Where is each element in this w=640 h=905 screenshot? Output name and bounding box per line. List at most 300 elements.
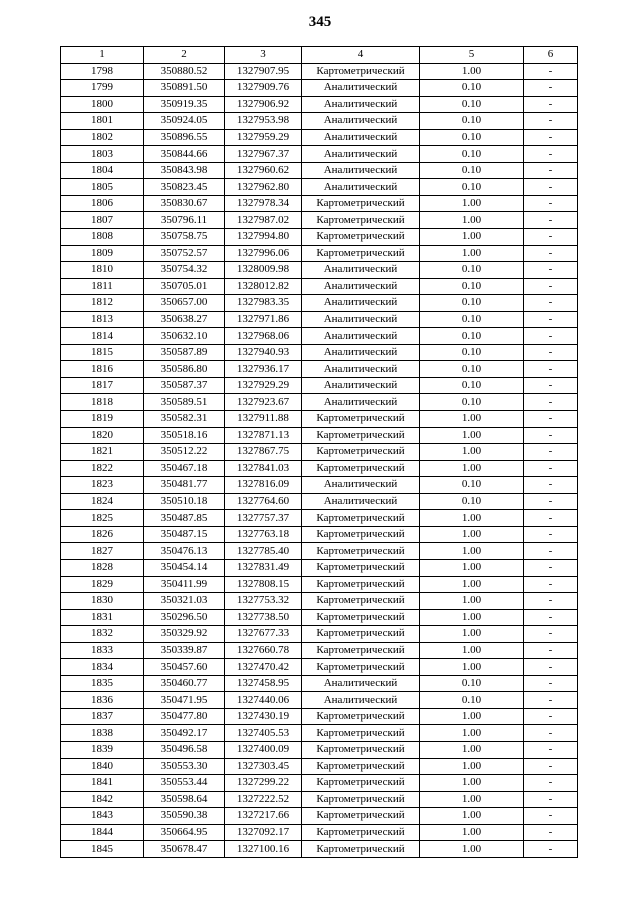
point-number-cell: 1828 <box>61 559 144 576</box>
y-coordinate-cell: 1327960.62 <box>225 162 302 179</box>
method-cell: Картометрический <box>302 741 420 758</box>
accuracy-cell: 0.10 <box>420 262 524 279</box>
point-number-cell: 1814 <box>61 328 144 345</box>
table-row <box>61 179 578 196</box>
table-row <box>61 460 578 477</box>
note-cell: - <box>524 311 578 328</box>
x-coordinate-cell: 350843.98 <box>144 162 225 179</box>
note-cell: - <box>524 758 578 775</box>
method-cell: Аналитический <box>302 311 420 328</box>
accuracy-cell: 1.00 <box>420 791 524 808</box>
y-coordinate-cell: 1327222.52 <box>225 791 302 808</box>
note-cell: - <box>524 162 578 179</box>
x-coordinate-cell: 350457.60 <box>144 659 225 676</box>
y-coordinate-cell: 1327831.49 <box>225 559 302 576</box>
table-row <box>61 725 578 742</box>
method-cell: Картометрический <box>302 63 420 80</box>
table-row <box>61 559 578 576</box>
point-number-cell: 1843 <box>61 808 144 825</box>
x-coordinate-cell: 350586.80 <box>144 361 225 378</box>
x-coordinate-cell: 350880.52 <box>144 63 225 80</box>
table-row <box>61 824 578 841</box>
x-coordinate-cell: 350924.05 <box>144 113 225 130</box>
method-cell: Картометрический <box>302 444 420 461</box>
y-coordinate-cell: 1327753.32 <box>225 593 302 610</box>
point-number-cell: 1804 <box>61 162 144 179</box>
point-number-cell: 1819 <box>61 411 144 428</box>
point-number-cell: 1823 <box>61 477 144 494</box>
method-cell: Картометрический <box>302 725 420 742</box>
note-cell: - <box>524 96 578 113</box>
table-row <box>61 162 578 179</box>
point-number-cell: 1811 <box>61 278 144 295</box>
point-number-cell: 1821 <box>61 444 144 461</box>
table-row <box>61 493 578 510</box>
x-coordinate-cell: 350476.13 <box>144 543 225 560</box>
accuracy-cell: 0.10 <box>420 146 524 163</box>
y-coordinate-cell: 1327929.29 <box>225 377 302 394</box>
y-coordinate-cell: 1327936.17 <box>225 361 302 378</box>
method-cell: Картометрический <box>302 245 420 262</box>
method-cell: Картометрический <box>302 808 420 825</box>
table-row <box>61 146 578 163</box>
y-coordinate-cell: 1327971.86 <box>225 311 302 328</box>
point-number-cell: 1803 <box>61 146 144 163</box>
x-coordinate-cell: 350477.80 <box>144 708 225 725</box>
table-row <box>61 113 578 130</box>
y-coordinate-cell: 1327996.06 <box>225 245 302 262</box>
y-coordinate-cell: 1327100.16 <box>225 841 302 858</box>
point-number-cell: 1831 <box>61 609 144 626</box>
point-number-cell: 1829 <box>61 576 144 593</box>
table-row <box>61 262 578 279</box>
method-cell: Аналитический <box>302 692 420 709</box>
x-coordinate-cell: 350471.95 <box>144 692 225 709</box>
x-coordinate-cell: 350454.14 <box>144 559 225 576</box>
point-number-cell: 1807 <box>61 212 144 229</box>
method-cell: Аналитический <box>302 129 420 146</box>
table-row <box>61 229 578 246</box>
note-cell: - <box>524 460 578 477</box>
accuracy-cell: 1.00 <box>420 576 524 593</box>
note-cell: - <box>524 493 578 510</box>
y-coordinate-cell: 1327871.13 <box>225 427 302 444</box>
x-coordinate-cell: 350553.30 <box>144 758 225 775</box>
point-number-cell: 1841 <box>61 775 144 792</box>
point-number-cell: 1798 <box>61 63 144 80</box>
method-cell: Картометрический <box>302 576 420 593</box>
note-cell: - <box>524 295 578 312</box>
table-row <box>61 361 578 378</box>
note-cell: - <box>524 593 578 610</box>
y-coordinate-cell: 1327808.15 <box>225 576 302 593</box>
table-row <box>61 708 578 725</box>
x-coordinate-cell: 350632.10 <box>144 328 225 345</box>
y-coordinate-cell: 1327987.02 <box>225 212 302 229</box>
x-coordinate-cell: 350705.01 <box>144 278 225 295</box>
y-coordinate-cell: 1327816.09 <box>225 477 302 494</box>
y-coordinate-cell: 1327994.80 <box>225 229 302 246</box>
point-number-cell: 1820 <box>61 427 144 444</box>
point-number-cell: 1816 <box>61 361 144 378</box>
accuracy-cell: 1.00 <box>420 411 524 428</box>
method-cell: Картометрический <box>302 195 420 212</box>
note-cell: - <box>524 708 578 725</box>
accuracy-cell: 1.00 <box>420 659 524 676</box>
note-cell: - <box>524 212 578 229</box>
table-row <box>61 642 578 659</box>
note-cell: - <box>524 841 578 858</box>
method-cell: Аналитический <box>302 361 420 378</box>
table-row <box>61 758 578 775</box>
table-row <box>61 692 578 709</box>
point-number-cell: 1815 <box>61 344 144 361</box>
x-coordinate-cell: 350339.87 <box>144 642 225 659</box>
note-cell: - <box>524 659 578 676</box>
table-row <box>61 675 578 692</box>
method-cell: Картометрический <box>302 609 420 626</box>
x-coordinate-cell: 350296.50 <box>144 609 225 626</box>
x-coordinate-cell: 350492.17 <box>144 725 225 742</box>
accuracy-cell: 0.10 <box>420 129 524 146</box>
table-row <box>61 808 578 825</box>
note-cell: - <box>524 278 578 295</box>
x-coordinate-cell: 350891.50 <box>144 80 225 97</box>
method-cell: Картометрический <box>302 411 420 428</box>
x-coordinate-cell: 350329.92 <box>144 626 225 643</box>
x-coordinate-cell: 350582.31 <box>144 411 225 428</box>
method-cell: Аналитический <box>302 278 420 295</box>
note-cell: - <box>524 361 578 378</box>
y-coordinate-cell: 1327953.98 <box>225 113 302 130</box>
y-coordinate-cell: 1327978.34 <box>225 195 302 212</box>
table-row <box>61 741 578 758</box>
x-coordinate-cell: 350657.00 <box>144 295 225 312</box>
coordinates-table <box>60 46 578 858</box>
y-coordinate-cell: 1327677.33 <box>225 626 302 643</box>
note-cell: - <box>524 692 578 709</box>
note-cell: - <box>524 741 578 758</box>
accuracy-cell: 1.00 <box>420 708 524 725</box>
table-row <box>61 543 578 560</box>
accuracy-cell: 1.00 <box>420 642 524 659</box>
y-coordinate-cell: 1327983.35 <box>225 295 302 312</box>
accuracy-cell: 1.00 <box>420 758 524 775</box>
table-row <box>61 295 578 312</box>
point-number-cell: 1839 <box>61 741 144 758</box>
x-coordinate-cell: 350598.64 <box>144 791 225 808</box>
point-number-cell: 1845 <box>61 841 144 858</box>
y-coordinate-cell: 1327303.45 <box>225 758 302 775</box>
method-cell: Картометрический <box>302 791 420 808</box>
note-cell: - <box>524 791 578 808</box>
point-number-cell: 1825 <box>61 510 144 527</box>
y-coordinate-cell: 1327940.93 <box>225 344 302 361</box>
x-coordinate-cell: 350487.15 <box>144 526 225 543</box>
y-coordinate-cell: 1327660.78 <box>225 642 302 659</box>
note-cell: - <box>524 344 578 361</box>
table-row <box>61 278 578 295</box>
method-cell: Картометрический <box>302 212 420 229</box>
x-coordinate-cell: 350496.58 <box>144 741 225 758</box>
accuracy-cell: 1.00 <box>420 460 524 477</box>
accuracy-cell: 1.00 <box>420 229 524 246</box>
accuracy-cell: 0.10 <box>420 96 524 113</box>
point-number-cell: 1813 <box>61 311 144 328</box>
x-coordinate-cell: 350460.77 <box>144 675 225 692</box>
note-cell: - <box>524 229 578 246</box>
accuracy-cell: 1.00 <box>420 195 524 212</box>
x-coordinate-cell: 350587.37 <box>144 377 225 394</box>
x-coordinate-cell: 350481.77 <box>144 477 225 494</box>
method-cell: Аналитический <box>302 262 420 279</box>
method-cell: Аналитический <box>302 477 420 494</box>
y-coordinate-cell: 1327923.67 <box>225 394 302 411</box>
x-coordinate-cell: 350844.66 <box>144 146 225 163</box>
y-coordinate-cell: 1327763.18 <box>225 526 302 543</box>
table-row <box>61 659 578 676</box>
method-cell: Картометрический <box>302 526 420 543</box>
note-cell: - <box>524 328 578 345</box>
table-header-row <box>61 47 578 64</box>
point-number-cell: 1833 <box>61 642 144 659</box>
method-cell: Аналитический <box>302 162 420 179</box>
column-header: 2 <box>144 47 225 64</box>
accuracy-cell: 1.00 <box>420 444 524 461</box>
accuracy-cell: 1.00 <box>420 824 524 841</box>
y-coordinate-cell: 1327962.80 <box>225 179 302 196</box>
table-row <box>61 444 578 461</box>
point-number-cell: 1809 <box>61 245 144 262</box>
method-cell: Аналитический <box>302 377 420 394</box>
table-row <box>61 212 578 229</box>
x-coordinate-cell: 350411.99 <box>144 576 225 593</box>
point-number-cell: 1834 <box>61 659 144 676</box>
note-cell: - <box>524 824 578 841</box>
x-coordinate-cell: 350553.44 <box>144 775 225 792</box>
x-coordinate-cell: 350664.95 <box>144 824 225 841</box>
x-coordinate-cell: 350830.67 <box>144 195 225 212</box>
x-coordinate-cell: 350590.38 <box>144 808 225 825</box>
note-cell: - <box>524 543 578 560</box>
y-coordinate-cell: 1327092.17 <box>225 824 302 841</box>
x-coordinate-cell: 350678.47 <box>144 841 225 858</box>
x-coordinate-cell: 350587.89 <box>144 344 225 361</box>
y-coordinate-cell: 1327907.95 <box>225 63 302 80</box>
method-cell: Картометрический <box>302 427 420 444</box>
y-coordinate-cell: 1327785.40 <box>225 543 302 560</box>
note-cell: - <box>524 394 578 411</box>
note-cell: - <box>524 63 578 80</box>
point-number-cell: 1842 <box>61 791 144 808</box>
table-row <box>61 609 578 626</box>
column-header: 6 <box>524 47 578 64</box>
note-cell: - <box>524 427 578 444</box>
method-cell: Картометрический <box>302 559 420 576</box>
accuracy-cell: 0.10 <box>420 477 524 494</box>
accuracy-cell: 1.00 <box>420 725 524 742</box>
point-number-cell: 1827 <box>61 543 144 560</box>
column-header: 1 <box>61 47 144 64</box>
method-cell: Картометрический <box>302 460 420 477</box>
x-coordinate-cell: 350752.57 <box>144 245 225 262</box>
accuracy-cell: 0.10 <box>420 328 524 345</box>
note-cell: - <box>524 80 578 97</box>
table-row <box>61 510 578 527</box>
method-cell: Картометрический <box>302 758 420 775</box>
note-cell: - <box>524 576 578 593</box>
y-coordinate-cell: 1328009.98 <box>225 262 302 279</box>
method-cell: Аналитический <box>302 394 420 411</box>
accuracy-cell: 1.00 <box>420 63 524 80</box>
y-coordinate-cell: 1328012.82 <box>225 278 302 295</box>
point-number-cell: 1805 <box>61 179 144 196</box>
accuracy-cell: 0.10 <box>420 377 524 394</box>
table-row <box>61 411 578 428</box>
point-number-cell: 1812 <box>61 295 144 312</box>
accuracy-cell: 1.00 <box>420 609 524 626</box>
note-cell: - <box>524 179 578 196</box>
note-cell: - <box>524 262 578 279</box>
table-row <box>61 394 578 411</box>
x-coordinate-cell: 350823.45 <box>144 179 225 196</box>
note-cell: - <box>524 675 578 692</box>
x-coordinate-cell: 350796.11 <box>144 212 225 229</box>
y-coordinate-cell: 1327470.42 <box>225 659 302 676</box>
accuracy-cell: 1.00 <box>420 559 524 576</box>
accuracy-cell: 0.10 <box>420 113 524 130</box>
point-number-cell: 1822 <box>61 460 144 477</box>
accuracy-cell: 0.10 <box>420 394 524 411</box>
table-row <box>61 63 578 80</box>
x-coordinate-cell: 350321.03 <box>144 593 225 610</box>
method-cell: Картометрический <box>302 841 420 858</box>
table-body <box>61 63 578 857</box>
method-cell: Картометрический <box>302 229 420 246</box>
note-cell: - <box>524 725 578 742</box>
accuracy-cell: 0.10 <box>420 80 524 97</box>
y-coordinate-cell: 1327440.06 <box>225 692 302 709</box>
x-coordinate-cell: 350510.18 <box>144 493 225 510</box>
note-cell: - <box>524 477 578 494</box>
method-cell: Картометрический <box>302 708 420 725</box>
note-cell: - <box>524 609 578 626</box>
accuracy-cell: 0.10 <box>420 311 524 328</box>
x-coordinate-cell: 350754.32 <box>144 262 225 279</box>
method-cell: Картометрический <box>302 510 420 527</box>
method-cell: Картометрический <box>302 593 420 610</box>
accuracy-cell: 0.10 <box>420 493 524 510</box>
table-row <box>61 96 578 113</box>
note-cell: - <box>524 444 578 461</box>
accuracy-cell: 1.00 <box>420 741 524 758</box>
point-number-cell: 1824 <box>61 493 144 510</box>
table-row <box>61 526 578 543</box>
y-coordinate-cell: 1327967.37 <box>225 146 302 163</box>
x-coordinate-cell: 350487.85 <box>144 510 225 527</box>
note-cell: - <box>524 377 578 394</box>
y-coordinate-cell: 1327757.37 <box>225 510 302 527</box>
table-row <box>61 129 578 146</box>
note-cell: - <box>524 245 578 262</box>
table-row <box>61 377 578 394</box>
point-number-cell: 1801 <box>61 113 144 130</box>
point-number-cell: 1837 <box>61 708 144 725</box>
point-number-cell: 1844 <box>61 824 144 841</box>
accuracy-cell: 1.00 <box>420 427 524 444</box>
point-number-cell: 1808 <box>61 229 144 246</box>
table-row <box>61 311 578 328</box>
column-header: 5 <box>420 47 524 64</box>
method-cell: Картометрический <box>302 642 420 659</box>
note-cell: - <box>524 559 578 576</box>
point-number-cell: 1835 <box>61 675 144 692</box>
accuracy-cell: 1.00 <box>420 841 524 858</box>
x-coordinate-cell: 350919.35 <box>144 96 225 113</box>
y-coordinate-cell: 1327400.09 <box>225 741 302 758</box>
y-coordinate-cell: 1327405.53 <box>225 725 302 742</box>
y-coordinate-cell: 1327909.76 <box>225 80 302 97</box>
method-cell: Картометрический <box>302 775 420 792</box>
accuracy-cell: 0.10 <box>420 675 524 692</box>
accuracy-cell: 1.00 <box>420 808 524 825</box>
accuracy-cell: 1.00 <box>420 593 524 610</box>
note-cell: - <box>524 113 578 130</box>
accuracy-cell: 0.10 <box>420 361 524 378</box>
note-cell: - <box>524 808 578 825</box>
point-number-cell: 1810 <box>61 262 144 279</box>
method-cell: Аналитический <box>302 96 420 113</box>
x-coordinate-cell: 350638.27 <box>144 311 225 328</box>
accuracy-cell: 1.00 <box>420 526 524 543</box>
column-header: 4 <box>302 47 420 64</box>
accuracy-cell: 1.00 <box>420 775 524 792</box>
accuracy-cell: 0.10 <box>420 692 524 709</box>
point-number-cell: 1806 <box>61 195 144 212</box>
method-cell: Картометрический <box>302 659 420 676</box>
table-row <box>61 195 578 212</box>
y-coordinate-cell: 1327841.03 <box>225 460 302 477</box>
x-coordinate-cell: 350467.18 <box>144 460 225 477</box>
point-number-cell: 1802 <box>61 129 144 146</box>
accuracy-cell: 0.10 <box>420 295 524 312</box>
point-number-cell: 1800 <box>61 96 144 113</box>
table-row <box>61 791 578 808</box>
method-cell: Аналитический <box>302 344 420 361</box>
x-coordinate-cell: 350896.55 <box>144 129 225 146</box>
method-cell: Картометрический <box>302 626 420 643</box>
y-coordinate-cell: 1327911.88 <box>225 411 302 428</box>
method-cell: Аналитический <box>302 295 420 312</box>
note-cell: - <box>524 195 578 212</box>
method-cell: Аналитический <box>302 328 420 345</box>
y-coordinate-cell: 1327764.60 <box>225 493 302 510</box>
table-row <box>61 775 578 792</box>
note-cell: - <box>524 642 578 659</box>
table-row <box>61 593 578 610</box>
y-coordinate-cell: 1327299.22 <box>225 775 302 792</box>
y-coordinate-cell: 1327959.29 <box>225 129 302 146</box>
accuracy-cell: 0.10 <box>420 179 524 196</box>
accuracy-cell: 0.10 <box>420 344 524 361</box>
point-number-cell: 1836 <box>61 692 144 709</box>
accuracy-cell: 0.10 <box>420 162 524 179</box>
table-row <box>61 477 578 494</box>
point-number-cell: 1832 <box>61 626 144 643</box>
method-cell: Аналитический <box>302 675 420 692</box>
y-coordinate-cell: 1327738.50 <box>225 609 302 626</box>
accuracy-cell: 0.10 <box>420 278 524 295</box>
